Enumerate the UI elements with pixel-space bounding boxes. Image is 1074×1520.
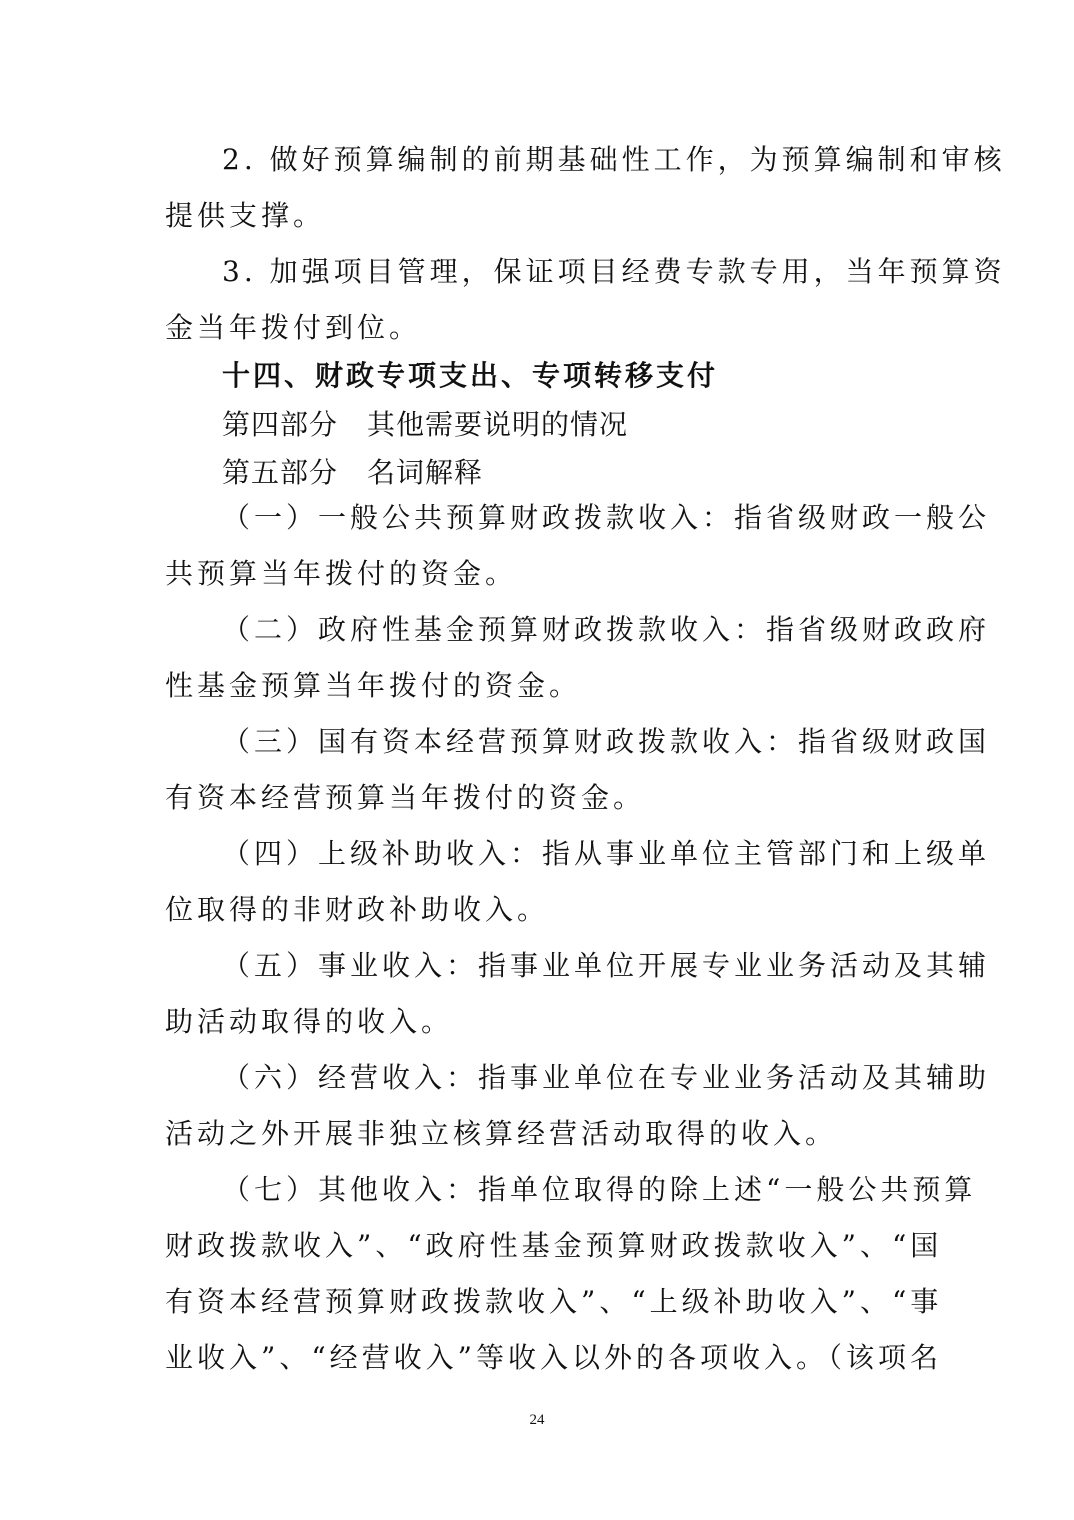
definition-3-line-2: 有资本经营预算当年拨付的资金。 — [165, 781, 646, 814]
item-3-line-1: 3. 加强项目管理，保证项目经费专款专用，当年预算资 — [222, 255, 1006, 288]
definition-7-line-4: 业收入”、“经营收入”等收入以外的各项收入。（该项名 — [165, 1341, 942, 1374]
definition-1-line-2: 共预算当年拨付的资金。 — [165, 557, 518, 590]
definition-3-line-1: （三）国有资本经营预算财政拨款收入：指省级财政国 — [222, 725, 991, 758]
definition-6-line-2: 活动之外开展非独立核算经营活动取得的收入。 — [165, 1117, 838, 1150]
definition-4-line-1: （四）上级补助收入：指从事业单位主管部门和上级单 — [222, 837, 991, 870]
definition-5-line-2: 助活动取得的收入。 — [165, 1005, 454, 1038]
section-14-heading: 十四、财政专项支出、专项转移支付 — [222, 359, 719, 392]
page-number: 24 — [529, 1412, 545, 1428]
part-4-heading: 第四部分 其他需要说明的情况 — [222, 408, 629, 441]
part-5-heading: 第五部分 名词解释 — [222, 456, 484, 489]
definition-4-line-2: 位取得的非财政补助收入。 — [165, 893, 550, 926]
definition-5-line-1: （五）事业收入：指事业单位开展专业业务活动及其辅 — [222, 949, 991, 982]
definition-2-line-1: （二）政府性基金预算财政拨款收入：指省级财政政府 — [222, 613, 991, 646]
definition-7-line-3: 有资本经营预算财政拨款收入”、“上级补助收入”、“事 — [165, 1285, 943, 1318]
item-3-line-2: 金当年拨付到位。 — [165, 311, 422, 344]
definition-6-line-1: （六）经营收入：指事业单位在专业业务活动及其辅助 — [222, 1061, 991, 1094]
definition-1-line-1: （一）一般公共预算财政拨款收入：指省级财政一般公 — [222, 501, 991, 534]
item-2-line-2: 提供支撑。 — [165, 199, 326, 232]
definition-2-line-2: 性基金预算当年拨付的资金。 — [165, 669, 582, 702]
item-2-line-1: 2. 做好预算编制的前期基础性工作，为预算编制和审核 — [222, 143, 1006, 176]
definition-7-line-2: 财政拨款收入”、“政府性基金预算财政拨款收入”、“国 — [165, 1229, 943, 1262]
definition-7-line-1: （七）其他收入：指单位取得的除上述“一般公共预算 — [222, 1173, 977, 1206]
